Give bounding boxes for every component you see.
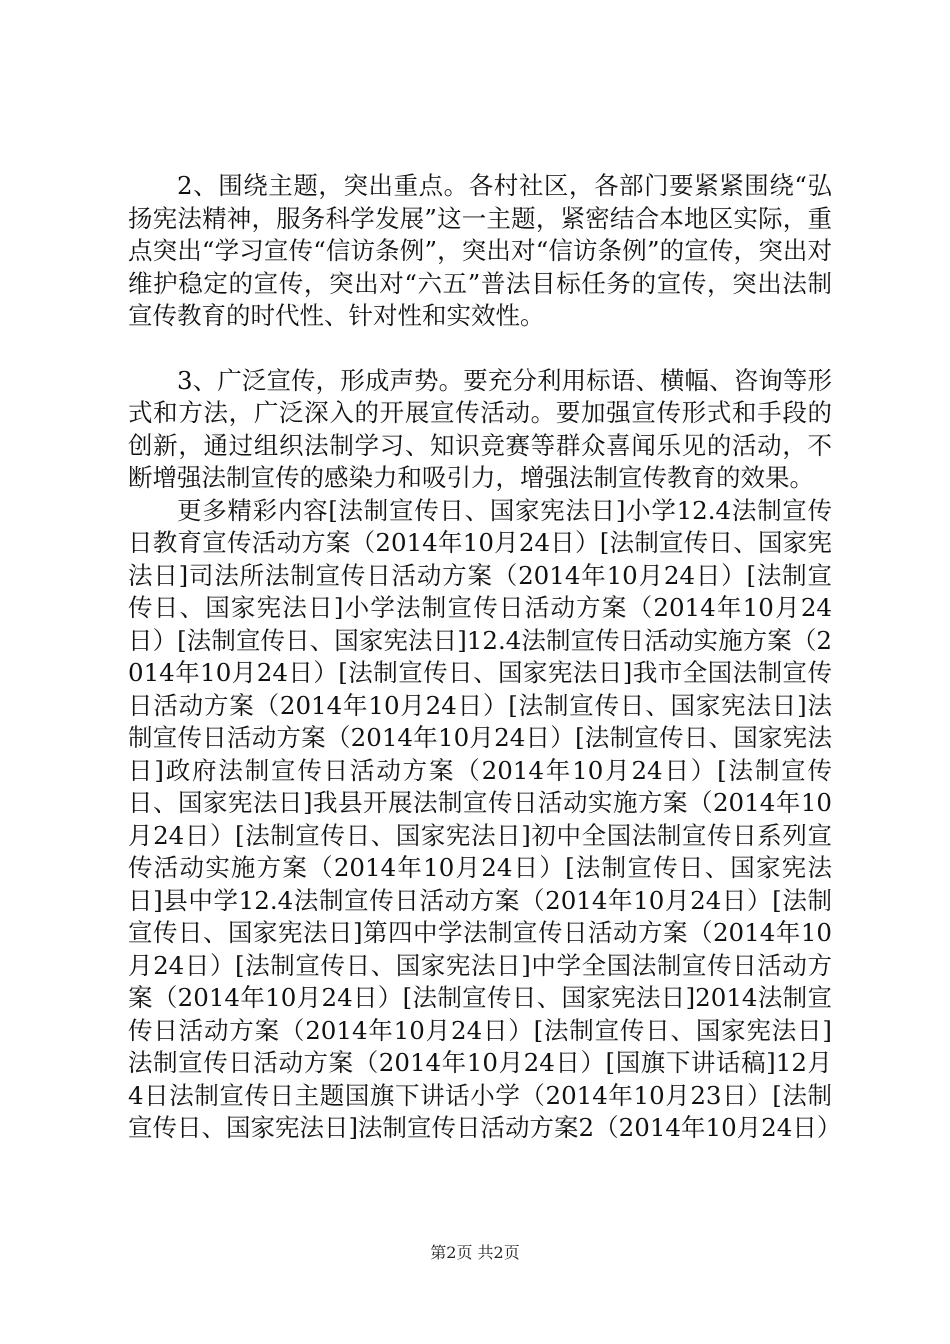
page-number-footer: 第2页 共2页 bbox=[430, 1243, 520, 1262]
paragraph-section-3: 3、广泛宣传，形成声势。要充分利用标语、横幅、咨询等形式和方法，广泛深入的开展宣传活动。要加强宣传形式和手段的创新，通过组织法制学习、知识竞赛等群众喜闻乐见的活动，不断增强法制宣传的感染力和吸引力，增强法制宣传教育的效果。 bbox=[128, 365, 832, 492]
paragraph-more-content: 更多精彩内容[法制宣传日、国家宪法日]小学12.4法制宣传日教育宣传活动方案（2014年10月24日）[法制宣传日、国家宪法日]司法所法制宣传日活动方案（2014年10月24日）[法制宣传日、国家宪法日]小学法制宣传日活动方案（2014年10月24日）[法制宣传日、国家宪法日]12.4法制宣传日活动实施方案（2014年10月24日）[法制宣传日、国家宪法日]我市全国法制宣传日活动方案（2014年10月24日）[法制宣传日、国家宪法日]法制宣传日活动方案（2014年10月24日）[法制宣传日、国家宪法日]政府法制宣传日活动方案（2014年10月24日）[法制宣传日、国家宪法日]我县开展法制宣传日活动实施方案（2014年10月24日）[法制宣传日、国家宪法日]初中全国法制宣传日系列宣传活动实施方案（2014年10月24日）[法制宣传日、国家宪法日]县中学12.4法制宣传日活动方案（2014年10月24日）[法制宣传日、国家宪法日]第四中学法制宣传日活动方案（2014年10月24日）[法制宣传日、国家宪法日]中学全国法制宣传日活动方案（2014年10月24日）[法制宣传日、国家宪法日]2014法制宣传日活动方案（2014年10月24日）[法制宣传日、国家宪法日]法制宣传日活动方案（2014年10月24日）[国旗下讲话稿]12月4日法制宣传日主题国旗下讲话小学（2014年10月23日）[法制宣传日、国家宪法日]法制宣传日活动方案2（2014年10月24日） bbox=[128, 495, 842, 1142]
paragraph-section-2: 2、围绕主题，突出重点。各村社区，各部门要紧紧围绕“弘扬宪法精神，服务科学发展”这一主题，紧密结合本地区实际，重点突出“学习宣传“信访条例”，突出对“信访条例”的宣传，突出对维护稳定的宣传，突出对“六五”普法目标任务的宣传，突出法制宣传教育的时代性、针对性和实效性。 bbox=[128, 171, 832, 330]
document-body bbox=[128, 170, 842, 1145]
paragraph-spacer bbox=[128, 333, 832, 365]
